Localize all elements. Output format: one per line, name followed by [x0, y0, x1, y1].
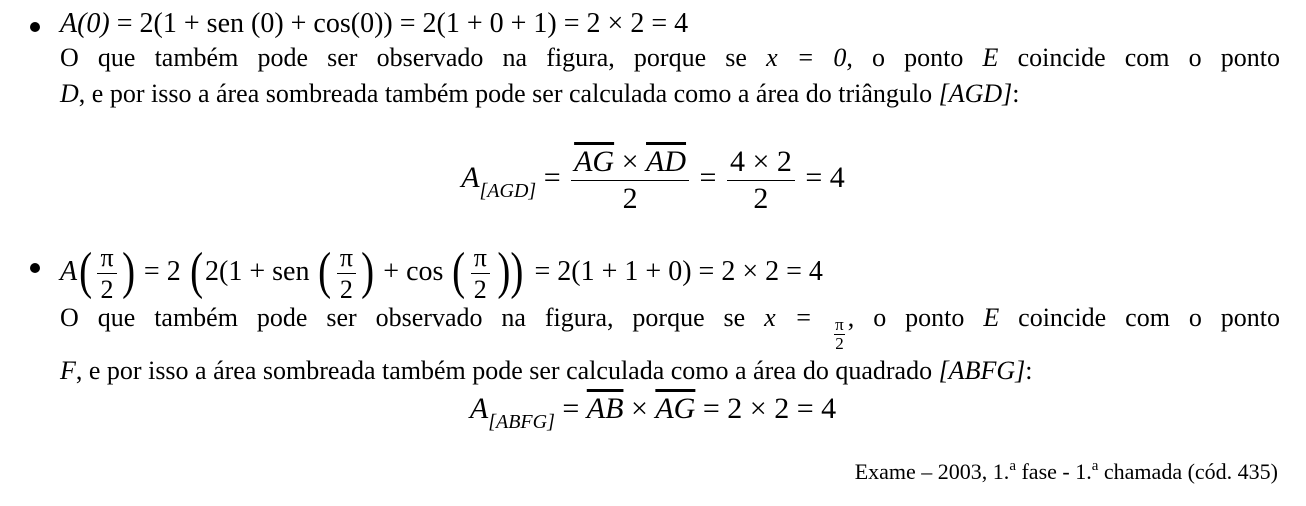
- display-area-square: $A_{[ABFG]} = \overline{AB} \times \overline{AG} = 2 \times 2 = 4$: [469, 392, 837, 433]
- solution-item-2: [60, 244, 1280, 389]
- bullet-icon: [30, 22, 40, 32]
- solution-item-1: [60, 8, 1280, 112]
- equation-a-zero: A(0) = 2(1 + sen (0) + cos(0)) = 2(1 + 0 + 1) = 2 × 2 = 4: [60, 8, 689, 39]
- explanation-line-3: O que também pode ser observado na figura, porque se x = $\frac{\pi}{2}$ , o ponto E coincide com o ponto: [60, 303, 1281, 353]
- bullet-icon: [30, 263, 40, 273]
- explanation-line-2: D, e por isso a área sombreada também pode ser calculada como a área do triângulo [AGD]:: [60, 79, 1020, 108]
- explanation-line-4: F, e por isso a área sombreada também pode ser calculada como a área do quadrado [ABFG]:: [60, 355, 1033, 385]
- display-area-triangle: $A_{[AGD]}$ = $\frac{\overline{AG} \times \overline{AD}}{2}$ = $\frac{4 \times 2}{2}$ = 4: [461, 145, 845, 215]
- fraction-segments: $\frac{\overline{AG} \times \overline{AD}}{2}$: [571, 146, 689, 214]
- exam-source: Exame – 2003, 1.$^a$ fase - 1.$^a$ chamada (cód. 435): [854, 458, 1278, 484]
- fraction-values: $\frac{4 \times 2}{2}$: [727, 146, 795, 214]
- equation-a-pi-half: A( $\frac{\pi}{2}$ ) = 2 (2(1 + sen ( $\frac{\pi}{2}$ ) + cos ( $\frac{\pi}{2}$ )) = 2(1 + 1 + 0) = 2 × 2 = 4: [60, 243, 823, 305]
- explanation-line-1: O que também pode ser observado na figura, porque se x = 0, o ponto E coincide com o ponto: [60, 43, 1281, 72]
